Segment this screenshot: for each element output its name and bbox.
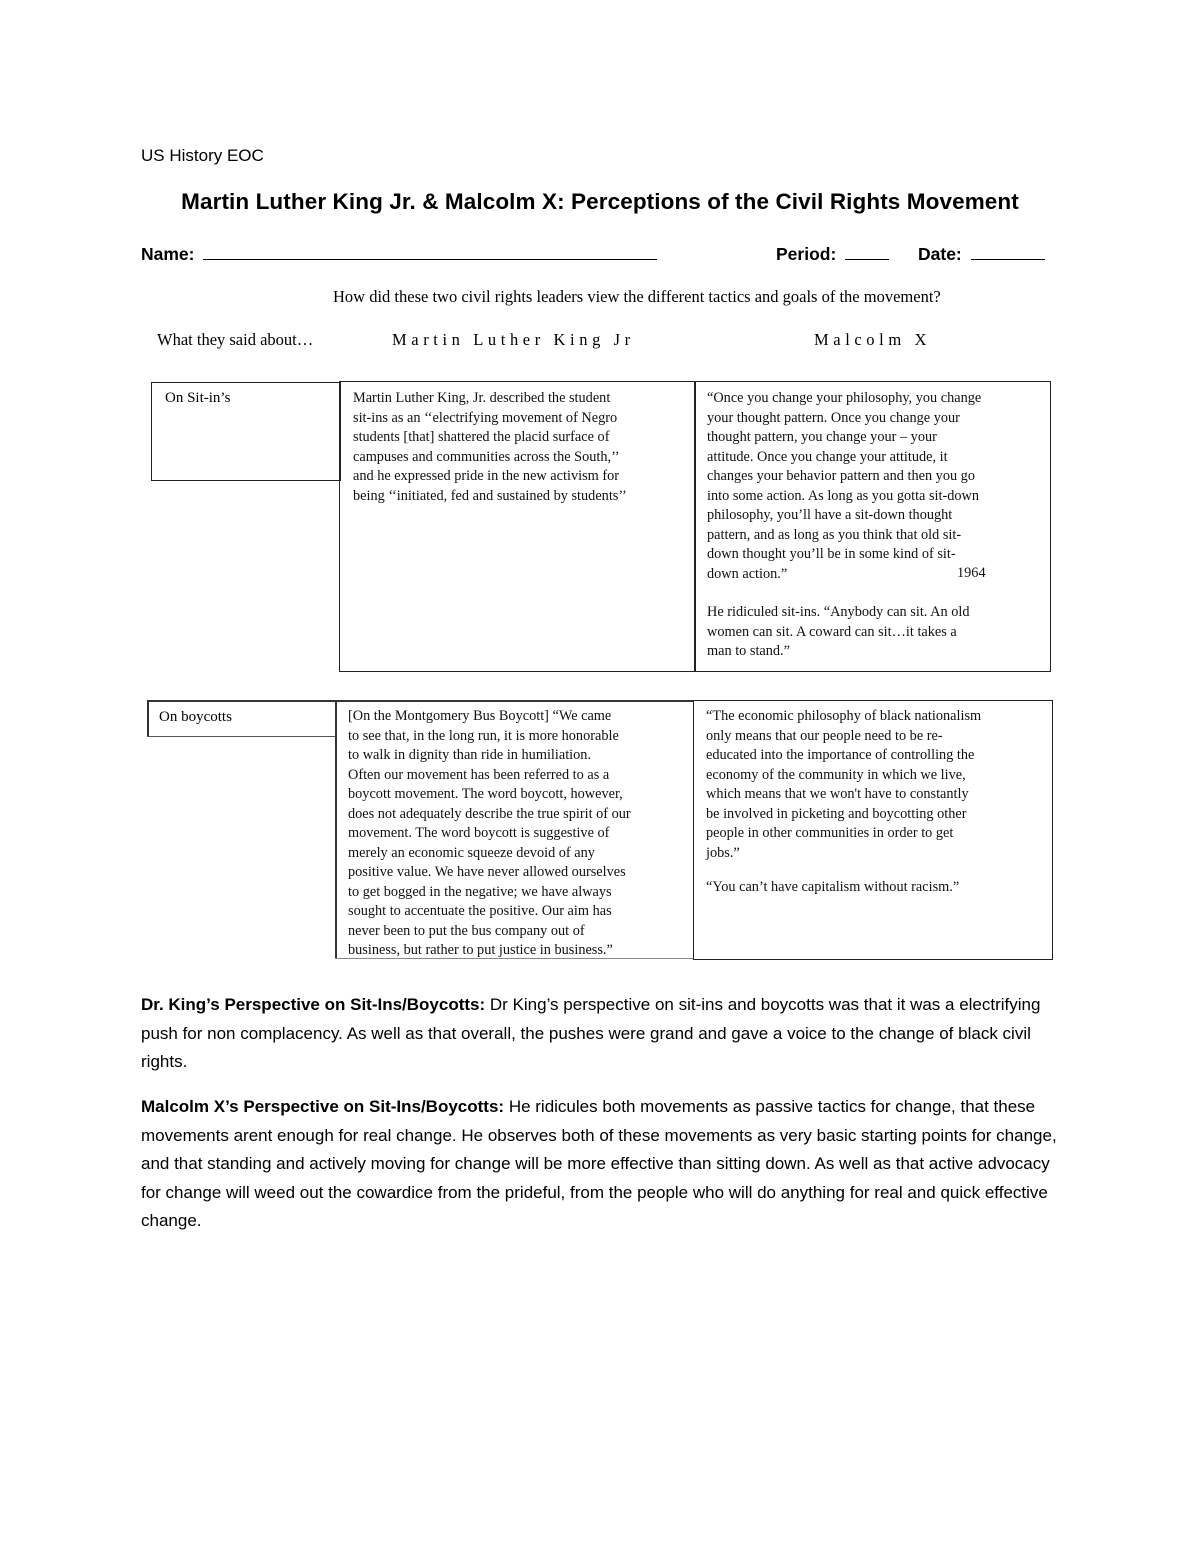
date-label: Date:	[918, 244, 962, 264]
mlk-quote-boycotts: [On the Montgomery Bus Boycott] “We came to see that, in the long run, it is more honorable to walk in dignity than ride in humiliation. Often our movement has been referred to as a boycott movement. The word boycott, however, does not adequately describe the true spirit of our movement. The word boycott is suggestive of merely an economic squeeze devoid of any positive value. We have never allowed ourselves to get bogged in the negative; we have always sought to accentuate the positive. Our aim has never been to put the bus company out of business, but rather to put justice in business.”	[348, 708, 631, 958]
course-label: US History EOC	[141, 146, 264, 165]
label-box-left	[147, 700, 149, 737]
column-header-mlk: Martin Luther King Jr	[392, 330, 635, 349]
king-perspective-label: Dr. King’s Perspective on Sit-Ins/Boycotts:	[141, 995, 486, 1014]
malcolm-perspective-answer	[141, 1093, 1061, 1236]
king-perspective-text[interactable]: Dr King’s perspective on sit-ins and boycotts was that it was a electrifying push for non complacency. As well as that overall, the pushes were grand and gave a voice to the change of black civil rights.	[141, 995, 1041, 1072]
page-title: Martin Luther King Jr. & Malcolm X: Perceptions of the Civil Rights Movement	[181, 189, 1019, 214]
column-header-topic: What they said about…	[157, 330, 314, 349]
king-perspective-answer	[141, 991, 1061, 1077]
guiding-question: How did these two civil rights leaders view the different tactics and goals of the movement?	[333, 287, 941, 306]
malcolm-perspective-label: Malcolm X’s Perspective on Sit-Ins/Boycotts:	[141, 1097, 505, 1116]
period-line	[776, 241, 889, 265]
period-label: Period:	[776, 244, 837, 264]
name-line	[141, 241, 657, 265]
mlk-quote-sit-ins: Martin Luther King, Jr. described the student sit-ins as an ‘‘electrifying movement of Negro students [that] shattered the placid surface of campuses and communities across the South,’’ and he expressed pride in the new activism for being ‘‘initiated, fed and sustained by students’’	[353, 390, 627, 504]
malcolm-quote-boycotts: “The economic philosophy of black nationalism only means that our people need to be re- educated into the importance of controlling the economy of the community in which we live, which means that we won't have to constantly be involved in picketing and boycotting other people in other communities in order to get jobs.”	[706, 708, 982, 861]
name-blank[interactable]	[203, 241, 657, 260]
name-label: Name:	[141, 244, 195, 264]
row-label-sit-ins: On Sit-in’s	[165, 390, 231, 406]
date-blank[interactable]	[971, 241, 1045, 260]
malcolm-quote-sit-ins: “Once you change your philosophy, you change your thought pattern. Once you change your thought pattern, you change your – your attitude. Once you change your attitude, it changes your behavior pattern and then you go into some action. As long as you gotta sit-down philosophy, you’ll have a sit-down thought pattern, and as long as you think that old sit- down thought you’ll be in some kind of sit- down action.”	[707, 390, 982, 582]
column-divider	[694, 381, 696, 672]
malcolm-capitalism-quote: “You can’t have capitalism without racism.”	[706, 879, 960, 895]
malcolm-quote-year: 1964	[957, 565, 986, 581]
column-header-malcolm: Malcolm X	[814, 330, 932, 349]
row-label-boycotts: On boycotts	[159, 709, 232, 725]
malcolm-ridicule-sit-ins: He ridiculed sit-ins. “Anybody can sit. An old women can sit. A coward can sit…it takes a man to stand.”	[707, 604, 970, 659]
date-line	[918, 241, 1045, 265]
label-box-bottom	[147, 736, 337, 737]
label-box-top	[147, 700, 337, 702]
mlk-box-left	[335, 700, 337, 959]
malcolm-perspective-text[interactable]: He ridicules both movements as passive tactics for change, that these movements arent enough for real change. He observes both of these movements as very basic starting points for change, and that standing and actively moving for change will be more effective than sitting down. As well as that active advocacy for change will weed out the cowardice from the prideful, from the people who will do anything for real and quick effective change.	[141, 1097, 1057, 1231]
period-blank[interactable]	[845, 241, 889, 260]
mlk-box-top	[335, 700, 693, 702]
